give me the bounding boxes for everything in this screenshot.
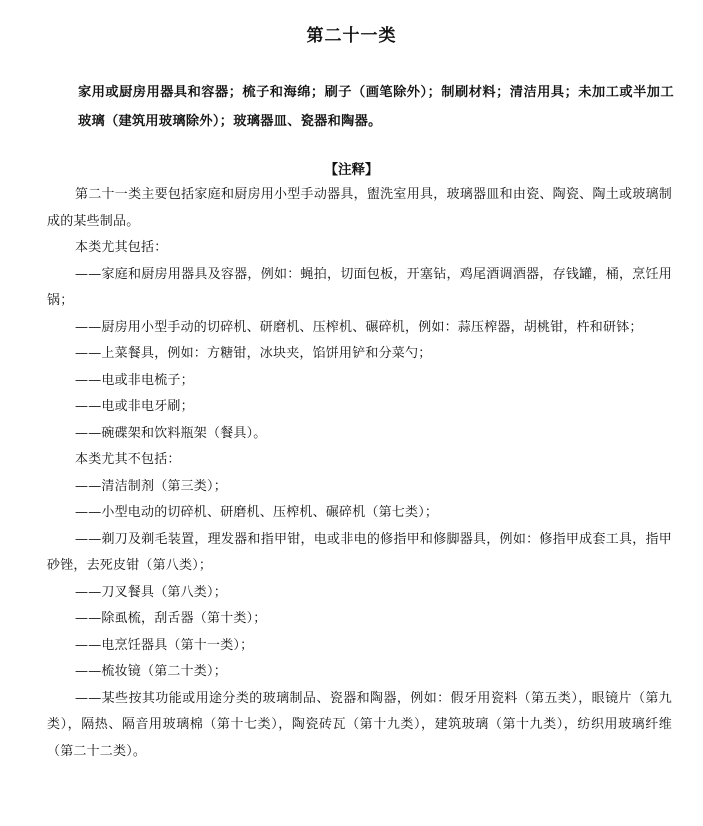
- notes-paragraph: ——除虱梳，刮舌器（第十类）；: [75, 611, 267, 626]
- class-title: 第二十一类: [306, 26, 397, 46]
- notes-paragraph: ——刀叉餐具（第八类）；: [75, 584, 227, 600]
- class-heading: 家用或厨房用器具和容器；梳子和海绵；刷子（画笔除外）；制刷材料；清洁用具；未加工或半加工玻璃（建筑用玻璃除外）；玻璃器皿、瓷器和陶器。: [78, 85, 674, 129]
- notes-body: [47, 182, 672, 765]
- notes-paragraph: 本类尤其包括：: [75, 240, 168, 255]
- notes-paragraph: ——清洁制剂（第三类）；: [75, 478, 227, 494]
- notes-paragraph: ——上菜餐具，例如：方糖钳，冰块夹，馅饼用铲和分菜勺；: [75, 346, 432, 361]
- notes-paragraph: ——电或非电梳子；: [75, 372, 194, 388]
- notes-paragraph: 第二十一类主要包括家庭和厨房用小型手动器具，盥洗室用具，玻璃器皿和由瓷、陶瓷、陶土或玻璃制成的某些制品。: [47, 187, 672, 229]
- notes-paragraph: ——家庭和厨房用器具及容器，例如：蝇拍，切面包板，开塞钻，鸡尾酒调酒器，存钱罐，桶，烹饪用锅；: [47, 266, 672, 308]
- notes-paragraph: ——梳妆镜（第二十类）；: [75, 664, 227, 679]
- notes-paragraph: ——厨房用小型手动的切碎机、研磨机、压榨机、碾碎机，例如：蒜压榨器，胡桃钳，杵和研钵；: [75, 319, 643, 335]
- notes-paragraph: ——电或非电牙刷；: [75, 399, 194, 414]
- notes-paragraph: ——小型电动的切碎机、研磨机、压榨机、碾碎机（第七类）；: [75, 505, 439, 520]
- notes-paragraph: ——剃刀及剃毛装置，理发器和指甲钳，电或非电的修指甲和修脚器具，例如：修指甲成套工具，指甲砂锉，去死皮钳（第八类）；: [47, 531, 672, 573]
- notes-title: 【注释】: [324, 162, 379, 178]
- notes-paragraph: ——碗碟架和饮料瓶架（餐具）。: [75, 425, 267, 441]
- notes-paragraph: ——某些按其功能或用途分类的玻璃制品、瓷器和陶器，例如：假牙用瓷料（第五类），眼镜片（第九类），隔热、隔音用玻璃棉（第十七类），陶瓷砖瓦（第十九类），建筑玻璃（第十九类），纺织用玻璃纤维（第二十二类）。: [47, 690, 672, 759]
- notes-paragraph: 本类尤其不包括：: [75, 452, 181, 467]
- notes-paragraph: ——电烹饪器具（第十一类）；: [75, 637, 254, 653]
